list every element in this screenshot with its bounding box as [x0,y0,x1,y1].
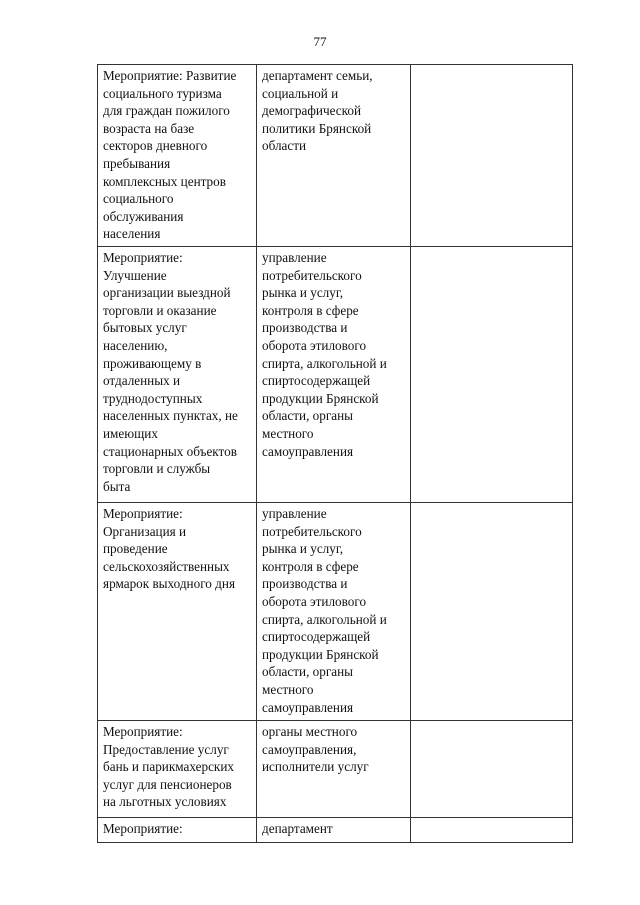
activity-cell: Мероприятие: Развитие социального туризма для граждан пожилого возраста на базе секторов дневного пребывания комплексных центров социального обслуживания населения [98,65,257,247]
page-number: 77 [313,34,327,49]
empty-cell [411,818,573,843]
empty-cell [411,503,573,721]
executor-cell: управление потребительского рынка и услуг, контроля в сфере производства и оборота этилового спирта, алкогольной и спиртосодержащей продукции Брянской области, органы местного самоуправления [257,247,411,503]
executor-cell: департамент [257,818,411,843]
activities-table [97,64,573,843]
empty-cell [411,247,573,503]
executor-cell: органы местного самоуправления, исполнители услуг [257,721,411,818]
executor-cell: департамент семьи, социальной и демографической политики Брянской области [257,65,411,247]
activity-cell: Мероприятие: Организация и проведение сельскохозяйственных ярмарок выходного дня [98,503,257,721]
empty-cell [411,721,573,818]
empty-cell [411,65,573,247]
table-row [98,818,573,843]
activity-cell: Мероприятие: Улучшение организации выездной торговли и оказание бытовых услуг населению, проживающему в отдаленных и труднодоступных населенных пунктах, не имеющих стационарных объектов торговли и службы быта [98,247,257,503]
table-row [98,721,573,818]
table-row [98,503,573,721]
activity-cell: Мероприятие: Предоставление услуг бань и парикмахерских услуг для пенсионеров на льготных условиях [98,721,257,818]
table-row [98,65,573,247]
executor-cell: управление потребительского рынка и услуг, контроля в сфере производства и оборота этилового спирта, алкогольной и спиртосодержащей продукции Брянской области, органы местного самоуправления [257,503,411,721]
activity-cell: Мероприятие: [98,818,257,843]
table-row [98,247,573,503]
